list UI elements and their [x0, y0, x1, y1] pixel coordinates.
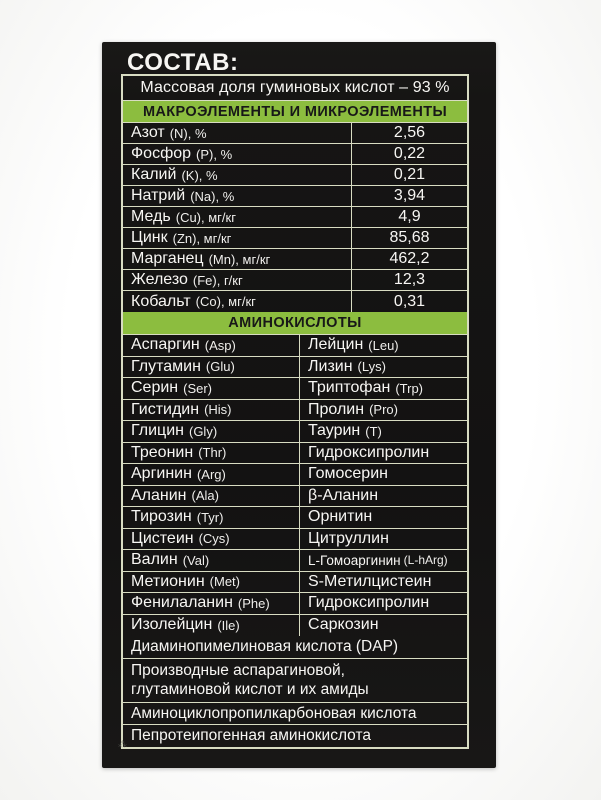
substance-abbrev: (Cu), мг/кг: [175, 209, 236, 225]
substance-name: Орнитин: [308, 508, 373, 526]
substance-abbrev: (Arg): [196, 466, 226, 482]
substance-abbrev: (Zn), мг/кг: [172, 230, 232, 246]
substance-abbrev: (Phe): [237, 595, 270, 611]
substance-name: Марганец: [131, 250, 204, 267]
element-value: 85,68: [351, 228, 467, 248]
amino-right-cell: [300, 594, 467, 612]
amino-right-cell: [300, 530, 467, 548]
amino-right-cell: [300, 553, 467, 568]
substance-name: Фенилаланин: [131, 594, 233, 612]
amino-acid-row: [123, 335, 467, 357]
substance-name: Цитруллин: [308, 529, 389, 547]
humic-acids-text: Массовая доля гуминовых кислот – 93 %: [140, 79, 450, 96]
substance-abbrev: (Ala): [191, 488, 219, 504]
substance-name: Глутамин: [131, 357, 201, 375]
amino-left-cell: [123, 550, 300, 571]
amino-acid-row: [123, 464, 467, 486]
full-width-substance-row: [123, 703, 467, 726]
substance-abbrev: (Met): [209, 574, 240, 590]
amino-acid-row: [123, 400, 467, 422]
amino-left-cell: [123, 593, 300, 614]
substance-name: Гидроксипролин: [308, 594, 430, 612]
full-row-line: глутаминовой кислот и их амиды: [131, 681, 369, 698]
substance-abbrev: (Gly): [188, 423, 218, 439]
composition-title: СОСТАВ:: [127, 49, 239, 76]
substance-abbrev: (Cys): [198, 531, 230, 547]
amino-acid-row: [123, 378, 467, 400]
amino-right-cell: [300, 465, 467, 483]
substance-abbrev: (T): [365, 423, 382, 439]
substance-abbrev: (Glu): [205, 359, 235, 375]
substance-abbrev: (Thr): [198, 445, 227, 461]
full-width-substance-row: [123, 636, 467, 659]
elements-section: [123, 123, 467, 312]
substance-abbrev: (N), %: [169, 125, 207, 141]
element-name-cell: [123, 145, 351, 163]
substance-abbrev: (Ser): [183, 380, 213, 396]
amino-right-cell: [300, 379, 467, 397]
amino-right-cell: [300, 508, 467, 526]
substance-name: Триптофан: [308, 379, 391, 397]
substance-name: Гистидин: [131, 400, 200, 418]
element-row: [123, 270, 467, 291]
substance-name: Фосфор: [131, 145, 192, 162]
amino-right-cell: [300, 487, 467, 505]
full-row-text: [131, 726, 371, 746]
amino-right-cell: [300, 358, 467, 376]
full-row-text: [131, 661, 369, 700]
element-row: [123, 165, 467, 186]
full-row-line: Пепротеипогенная аминокислота: [131, 727, 371, 744]
amino-acid-row: [123, 529, 467, 551]
substance-name: Треонин: [131, 443, 194, 461]
substance-abbrev: (Fe), г/кг: [192, 272, 243, 288]
element-name-cell: [123, 293, 351, 311]
substance-abbrev: (P), %: [196, 146, 233, 162]
amino-right-cell: [300, 422, 467, 440]
amino-left-cell: [123, 529, 300, 550]
full-row-text: [131, 637, 398, 657]
amino-acid-row: [123, 421, 467, 443]
element-row: [123, 228, 467, 249]
substance-name: Изолейцин: [131, 616, 213, 634]
amino-left-cell: [123, 464, 300, 485]
substance-name: Таурин: [308, 422, 361, 440]
substance-abbrev: (Co), мг/кг: [195, 294, 256, 309]
label-scratch-mark: ⁂: [118, 739, 127, 749]
element-row: [123, 186, 467, 207]
substance-name: Калий: [131, 166, 177, 183]
substance-abbrev: (Mn), мг/кг: [208, 251, 271, 267]
element-value: 4,9: [351, 207, 467, 227]
elements-section-header: [123, 101, 467, 123]
element-name-cell: [123, 250, 351, 268]
substance-abbrev: (Trp): [395, 380, 424, 396]
amino-left-cell: [123, 400, 300, 421]
substance-name: Гидроксипролин: [308, 443, 430, 461]
amino-acid-row: [123, 443, 467, 465]
substance-name: Пролин: [308, 400, 365, 418]
amino-left-cell: [123, 615, 300, 637]
substance-name: Аланин: [131, 486, 187, 504]
full-row-text: [131, 704, 417, 724]
amino-acid-row: [123, 550, 467, 572]
substance-name: Метионин: [131, 572, 205, 590]
composition-table: [121, 74, 469, 749]
substance-name: Медь: [131, 208, 171, 225]
substance-name: Гомосерин: [308, 465, 388, 483]
substance-abbrev: (Lys): [357, 359, 386, 375]
substance-name: Саркозин: [308, 616, 379, 634]
element-name-cell: [123, 208, 351, 226]
amino-right-cell: [300, 573, 467, 591]
element-value: 0,21: [351, 165, 467, 185]
amino-left-cell: [123, 507, 300, 528]
humic-acids-row: [123, 76, 467, 101]
substance-name: Валин: [131, 551, 178, 569]
amino-section-header: [123, 312, 467, 335]
amino-acid-row: [123, 507, 467, 529]
element-row: [123, 207, 467, 228]
amino-acid-row: [123, 615, 467, 637]
element-row: [123, 291, 467, 312]
substance-name: Цистеин: [131, 529, 194, 547]
substance-name: Лейцин: [308, 336, 364, 354]
element-value: 3,94: [351, 186, 467, 206]
amino-acid-row: [123, 572, 467, 594]
full-row-line: Диаминопимелиновая кислота (DAP): [131, 638, 399, 655]
element-name-cell: [123, 166, 351, 184]
amino-left-cell: [123, 335, 300, 356]
amino-left-cell: [123, 572, 300, 593]
substance-name: Глицин: [131, 422, 184, 440]
amino-left-cell: [123, 357, 300, 378]
amino-right-cell: [300, 401, 467, 419]
amino-acid-row: [123, 486, 467, 508]
substance-name: Тирозин: [131, 508, 192, 526]
substance-name: S-Метилцистеин: [308, 572, 432, 590]
substance-name: Серин: [131, 379, 179, 397]
substance-abbrev: (Asp): [204, 337, 236, 353]
substance-name: Кобальт: [131, 292, 191, 310]
elements-header-text: МАКРОЭЛЕМЕНТЫ И МИКРОЭЛЕМЕНТЫ: [142, 103, 448, 120]
element-value: 0,31: [351, 291, 467, 312]
amino-section: [123, 335, 467, 636]
amino-right-cell: [300, 616, 467, 634]
element-row: [123, 144, 467, 165]
element-value: 12,3: [351, 270, 467, 290]
substance-abbrev: (L-hArg): [403, 553, 448, 568]
element-name-cell: [123, 124, 351, 142]
element-value: 462,2: [351, 249, 467, 269]
product-label-panel: [102, 42, 496, 768]
substance-name: L-Гомоаргинин: [308, 552, 401, 568]
substance-abbrev: (Na), %: [190, 188, 235, 204]
substance-abbrev: (K), %: [181, 167, 218, 183]
full-width-substance-row: [123, 725, 467, 747]
full-row-line: Производные аспарагиновой,: [131, 661, 345, 679]
amino-acid-row: [123, 357, 467, 379]
amino-left-cell: [123, 378, 300, 399]
element-value: 2,56: [351, 123, 467, 143]
amino-left-cell: [123, 421, 300, 442]
amino-acid-row: [123, 593, 467, 615]
substance-abbrev: (Val): [182, 552, 210, 568]
element-row: [123, 123, 467, 144]
full-rows-section: [123, 636, 467, 747]
substance-name: β-Аланин: [308, 486, 379, 504]
substance-name: Азот: [131, 124, 165, 141]
full-width-substance-row: [123, 659, 467, 703]
amino-right-cell: [300, 336, 467, 354]
substance-name: Лизин: [308, 357, 353, 375]
amino-left-cell: [123, 443, 300, 464]
substance-abbrev: (His): [204, 402, 232, 418]
amino-header-text: АМИНОКИСЛОТЫ: [228, 315, 362, 331]
element-row: [123, 249, 467, 270]
substance-abbrev: (Tyr): [196, 509, 224, 525]
substance-name: Железо: [131, 271, 188, 288]
substance-abbrev: (Ile): [217, 617, 240, 633]
element-name-cell: [123, 271, 351, 289]
full-row-line: Аминоциклопропилкарбоновая кислота: [131, 704, 417, 722]
element-value: 0,22: [351, 144, 467, 164]
amino-right-cell: [300, 444, 467, 462]
substance-name: Цинк: [131, 229, 168, 246]
amino-left-cell: [123, 486, 300, 507]
element-name-cell: [123, 229, 351, 247]
substance-name: Натрий: [131, 187, 186, 204]
substance-abbrev: (Leu): [368, 337, 399, 353]
substance-name: Аргинин: [131, 465, 192, 483]
substance-abbrev: (Pro): [369, 402, 398, 418]
element-name-cell: [123, 187, 351, 205]
substance-name: Аспаргин: [131, 336, 200, 354]
